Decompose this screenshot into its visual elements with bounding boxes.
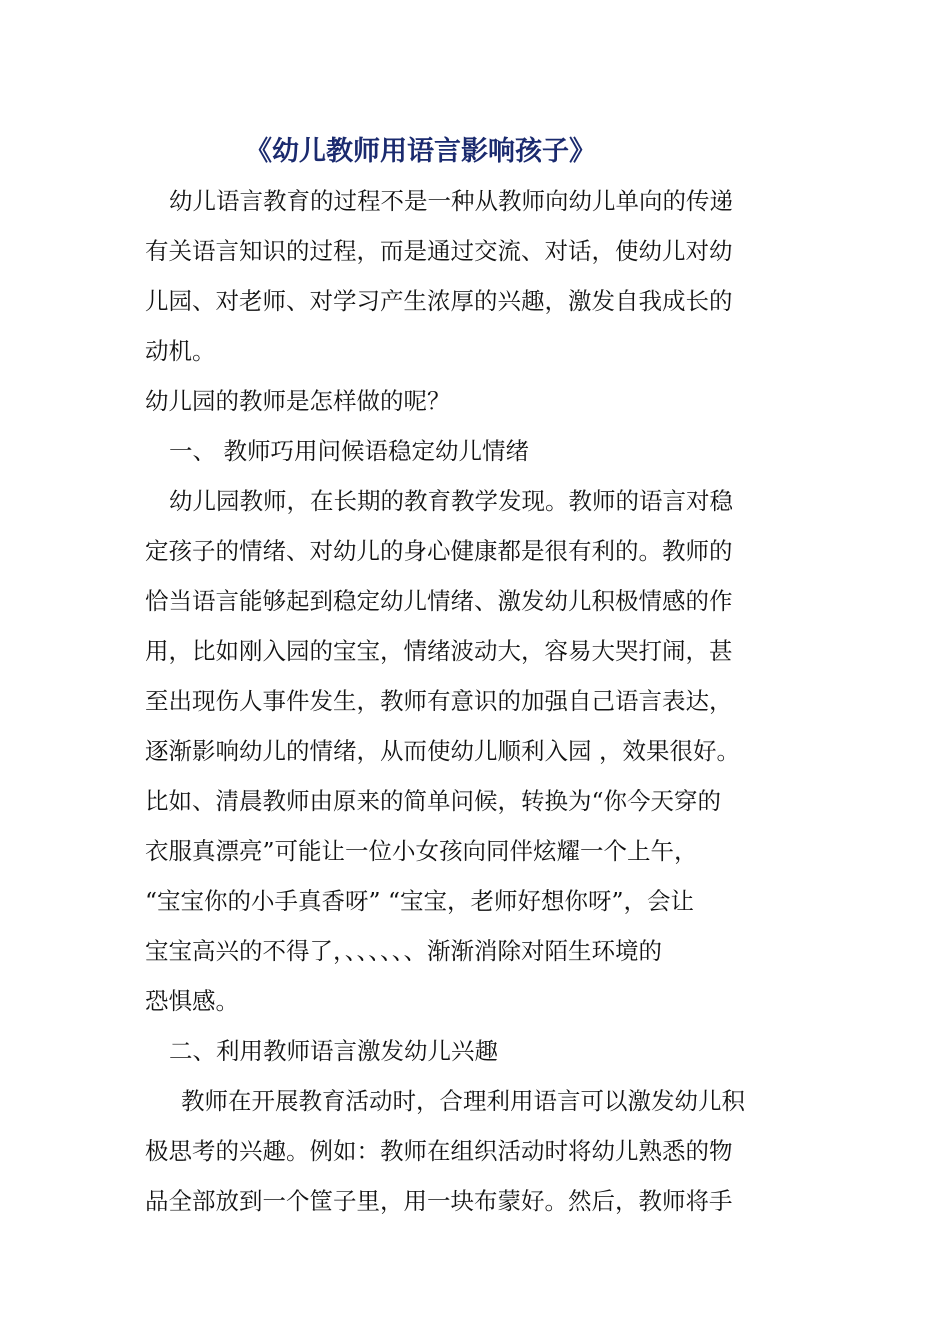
text-line: 衣服真漂亮”可能让一位小女孩向同伴炫耀一个上午， bbox=[145, 837, 698, 865]
text-line: 幼儿语言教育的过程不是一种从教师向幼儿单向的传递 bbox=[169, 187, 733, 215]
paragraph-section-two bbox=[145, 1076, 805, 1226]
text-line: 品全部放到一个筐子里，用一块布蒙好。然后，教师将手 bbox=[145, 1187, 733, 1215]
paragraph-question bbox=[145, 376, 805, 426]
text-line: 二、利用教师语言激发幼儿兴趣 bbox=[169, 1037, 498, 1065]
text-line: 有关语言知识的过程，而是通过交流、对话，使幼儿对幼 bbox=[145, 237, 733, 265]
section-heading-two bbox=[145, 1026, 805, 1076]
text-line: 幼儿园的教师是怎样做的呢？ bbox=[145, 387, 451, 415]
text-line: 儿园、对老师、对学习产生浓厚的兴趣，激发自我成长的 bbox=[145, 287, 733, 315]
document-title: 《幼儿教师用语言影响孩子》 bbox=[245, 136, 596, 167]
text-line: 用，比如刚入园的宝宝，情绪波动大，容易大哭打闹，甚 bbox=[145, 637, 733, 665]
paragraph-intro bbox=[145, 176, 805, 376]
text-line: 教师在开展教育活动时，合理利用语言可以激发幼儿积 bbox=[181, 1087, 745, 1115]
text-line: 逐渐影响幼儿的情绪，从而使幼儿顺利入园 ，效果很好。 bbox=[145, 737, 740, 765]
text-line: 幼儿园教师，在长期的教育教学发现。教师的语言对稳 bbox=[169, 487, 733, 515]
document-body bbox=[145, 128, 805, 1226]
text-line: 恰当语言能够起到稳定幼儿情绪、激发幼儿积极情感的作 bbox=[145, 587, 733, 615]
text-line: 恐惧感。 bbox=[145, 987, 239, 1015]
text-line: 宝宝高兴的不得了，、、、、、、渐渐消除对陌生环境的 bbox=[145, 937, 662, 965]
text-line: 动机。 bbox=[145, 337, 216, 365]
text-line: 比如、清晨教师由原来的简单问候，转换为“你今天穿的 bbox=[145, 787, 722, 815]
text-line: 极思考的兴趣。例如：教师在组织活动时将幼儿熟悉的物 bbox=[145, 1137, 733, 1165]
text-line: “宝宝你的小手真香呀” “宝宝，老师好想你呀”，会让 bbox=[145, 887, 695, 915]
paragraph-section-one bbox=[145, 476, 805, 1026]
text-line: 一、 教师巧用问候语稳定幼儿情绪 bbox=[169, 437, 529, 465]
text-line: 定孩子的情绪、对幼儿的身心健康都是很有利的。教师的 bbox=[145, 537, 733, 565]
section-heading-one bbox=[145, 426, 805, 476]
text-line: 至出现伤人事件发生，教师有意识的加强自己语言表达， bbox=[145, 687, 733, 715]
